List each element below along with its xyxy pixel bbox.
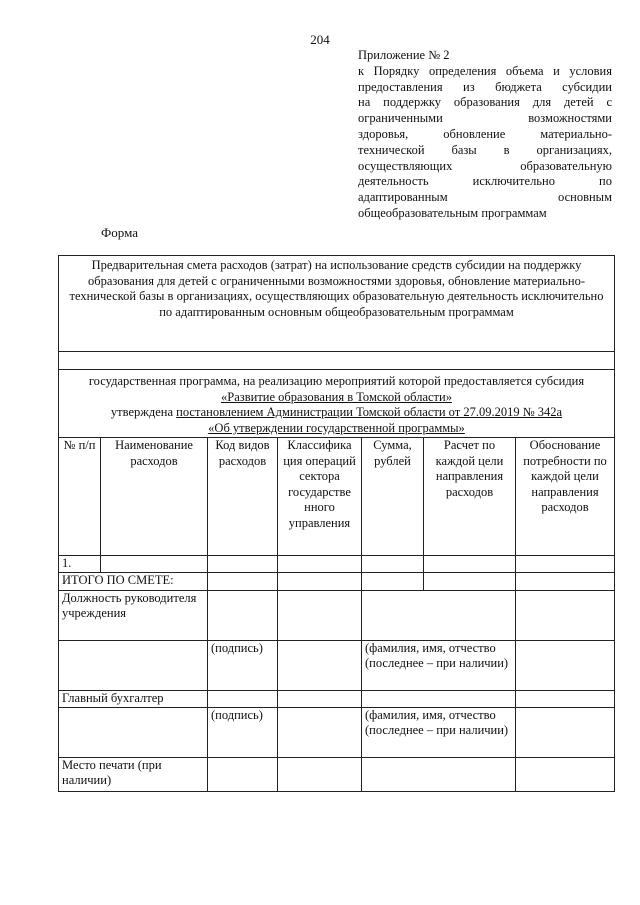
- appendix-line: технической базы в организациях,: [358, 142, 612, 157]
- page-number: 204: [310, 32, 330, 47]
- column-header-sum: Сумма, рублей: [362, 438, 424, 556]
- approved-prefix: утверждена: [110, 405, 174, 420]
- column-header-expense-code: Код видов расходов: [208, 438, 278, 556]
- appendix-title: Приложение № 2: [358, 48, 450, 62]
- estimate-table: [58, 255, 615, 792]
- program-block: [59, 370, 615, 438]
- appendix-line: к Порядку определения объема и условия: [358, 63, 612, 78]
- appendix-line: адаптированным основным: [358, 190, 612, 205]
- appendix-line: предоставления из бюджета субсидии: [358, 79, 612, 94]
- form-label: Форма: [101, 225, 138, 240]
- program-name: «Развитие образования в Томской области»: [221, 389, 452, 404]
- empty-row: [59, 352, 615, 370]
- head-position-label: Должность руководителя учреждения: [59, 590, 208, 640]
- total-label: ИТОГО ПО СМЕТЕ:: [59, 572, 208, 590]
- chief-accountant-label: Главный бухгалтер: [59, 690, 208, 707]
- row-number: 1.: [59, 556, 101, 573]
- appendix-line: осуществляющих образовательную: [358, 158, 612, 173]
- appendix-line: на поддержку образования для детей с: [358, 95, 612, 110]
- column-header-number: № п/п: [59, 438, 101, 556]
- column-header-calculation: Расчет по каждой цели направления расходов: [424, 438, 516, 556]
- estimate-title: Предварительная смета расходов (затрат) на использование средств субсидии на поддержку образования для детей с ограниченными возможностями здоровья, обновление материально-технической базы в организациях, осуществляющих образовательную деятельность исключительно по адаптированным основным общеобразовательным программам: [59, 256, 615, 352]
- name-label: (фамилия, имя, отчество (последнее – при наличии): [362, 640, 516, 690]
- appendix-line: деятельность исключительно по: [358, 174, 612, 189]
- appendix-line: здоровья, обновление материально-: [358, 126, 612, 141]
- program-line: государственная программа, на реализацию мероприятий которой предоставляется субсидия: [88, 374, 585, 388]
- appendix-line: общеобразовательным программам: [358, 205, 547, 220]
- name-label: (фамилия, имя, отчество (последнее – при наличии): [362, 707, 516, 757]
- signature-label: (подпись): [208, 707, 278, 757]
- approved-document: постановлением Администрации Томской области от 27.09.2019 № 342а: [176, 405, 563, 420]
- approved-title: «Об утверждении государственной программы»: [208, 420, 465, 435]
- column-header-classification: Классифика ция операций сектора государстве нного управления: [278, 438, 362, 556]
- appendix-block: [358, 48, 612, 222]
- stamp-place-label: Место печати (при наличии): [59, 757, 208, 791]
- column-header-name: Наименование расходов: [101, 438, 208, 556]
- signature-label: (подпись): [208, 640, 278, 690]
- appendix-line: ограниченными возможностями: [358, 111, 612, 126]
- column-header-justification: Обоснование потребности по каждой цели направления расходов: [516, 438, 615, 556]
